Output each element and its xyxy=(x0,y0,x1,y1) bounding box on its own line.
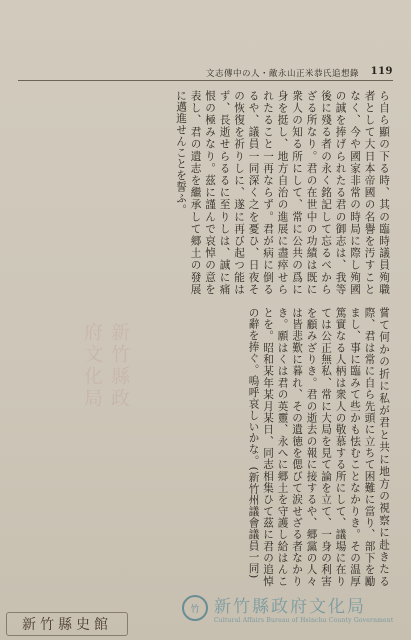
archive-logo-sub: Cultural Affairs Bureau of Hsinchu County Government xyxy=(214,617,394,624)
body-text-lower: 嘗て何かの折に私が君と共に地方の視察に赴きたる際、君は常に自ら先頭に立ちて困難に當り、部下を勵まし、事に臨みて些かも怯むことなかりき。その温厚篤實なる人柄は衆人の敬慕する所にして、議場に在りては公正無私、常に大局を見て論を立て、一身の利害を顧みざりき。君の逝去の報に接するや、郷黨の人々は皆悲歎に暮れ、その遺徳を偲びて涙せざる者なかりき。願はくは君の英靈、永へに郷土を守護し給はんことを。昭和某年某月某日、同志相集ひて茲に君の追悼の辭を捧ぐ。嗚呼哀しいかな。(新竹州議會議員一同) xyxy=(247,307,390,587)
archive-logo xyxy=(182,591,404,625)
running-title: 文志傳中の人・敵永山正米恭氏追想錄 xyxy=(205,69,359,79)
body-text-upper: ら自ら顯の下る時、其の臨時議員殉職者として大日本帝國の名譽を汚すことなく、今や國家非常の時局に際し殉國の誠を捧げられたる君の御志は、我等後に殘る者の永く銘記して忘るべからざる所なり。君の在世中の功績は既に衆人の知る所にして、常に公共の爲に身を挺し、地方自治の進展に盡瘁せられたること一再ならず。君が病に倒るるや、議員一同深く之を憂ひ、日夜その恢復を祈りしに、遂に再び起つ能はず、長逝せらるるに至りしは、誠に痛恨の極みなり。茲に謹んで哀悼の意を表し、君の遺志を繼承して郷土の發展に邁進せんことを誓ふ。 xyxy=(175,90,390,295)
archive-seal-icon: 竹 xyxy=(182,595,208,621)
archive-stamp: 新竹縣史館 xyxy=(6,612,128,636)
watermark-stamp: 新竹縣政府文化局 xyxy=(81,322,130,410)
page-number: 119 xyxy=(370,66,393,77)
archive-logo-main: 新竹縣政府文化局 xyxy=(214,597,366,617)
archive-logo-text xyxy=(214,592,393,624)
page-header xyxy=(18,66,393,81)
